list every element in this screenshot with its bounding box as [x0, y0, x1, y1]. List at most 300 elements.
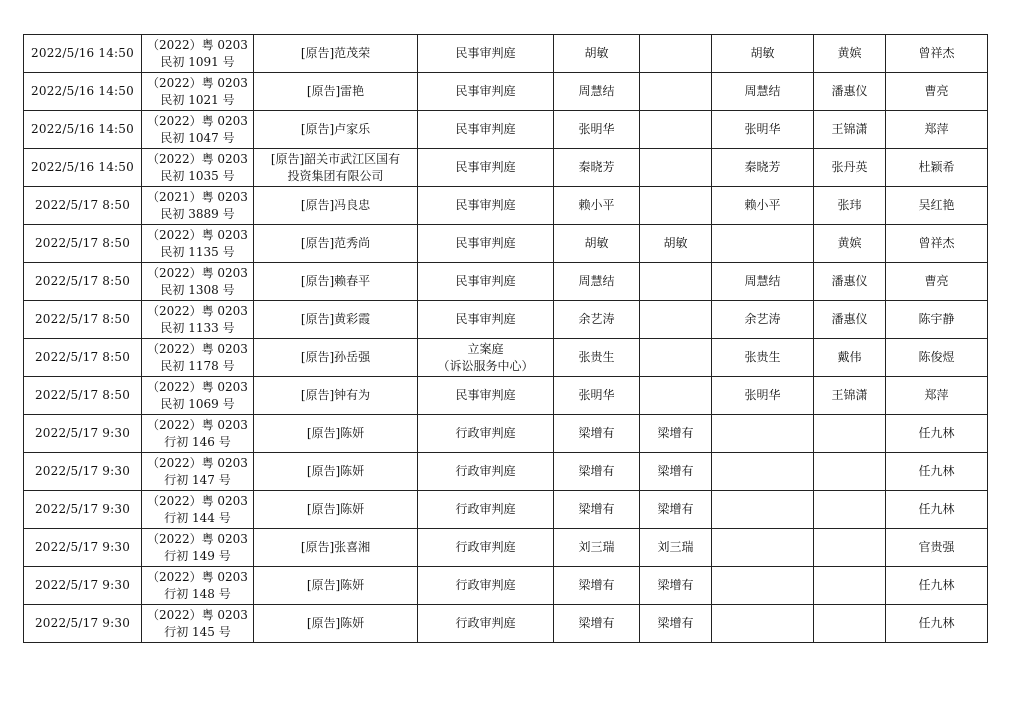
- party-text: [原告]韶关市武江区国有: [270, 151, 401, 166]
- session-time-cell: [24, 339, 142, 377]
- judge-cell: [554, 567, 640, 605]
- presiding-text: 梁增有: [657, 578, 694, 592]
- clerk-cell: [886, 187, 988, 225]
- clerk-cell: [886, 415, 988, 453]
- session-time-cell: [24, 529, 142, 567]
- case-text: 行初 148 号: [164, 586, 231, 601]
- member-text: 胡敏: [750, 46, 775, 60]
- judge-text: 梁增有: [578, 464, 615, 478]
- case-number-cell: [142, 453, 254, 491]
- time-text: 2022/5/17 9:30: [34, 578, 131, 592]
- case-number-cell: [142, 605, 254, 643]
- member-text: 余艺涛: [744, 312, 781, 326]
- judge-cell: [554, 301, 640, 339]
- judge-text: 张明华: [578, 122, 615, 136]
- presiding-judge-cell: [640, 605, 712, 643]
- case-number-cell: [142, 529, 254, 567]
- court-text: 民事审判庭: [455, 46, 516, 60]
- court-text: 民事审判庭: [455, 122, 516, 136]
- table-row: [24, 567, 988, 605]
- assistant-text: 戴伟: [837, 350, 862, 364]
- session-time-cell: [24, 567, 142, 605]
- session-time-cell: [24, 187, 142, 225]
- court-text: 行政审判庭: [455, 426, 516, 440]
- tribunal-cell: [418, 491, 554, 529]
- party-cell: [254, 301, 418, 339]
- table-row: [24, 111, 988, 149]
- clerk-cell: [886, 453, 988, 491]
- clerk-cell: [886, 149, 988, 187]
- presiding-judge-cell: [640, 567, 712, 605]
- hearing-schedule-table: [23, 34, 988, 643]
- case-text: （2022）粤 0203: [147, 341, 248, 356]
- clerk-cell: [886, 567, 988, 605]
- judge-assistant-cell: [814, 149, 886, 187]
- case-number-cell: [142, 225, 254, 263]
- clerk-cell: [886, 73, 988, 111]
- judge-text: 秦晓芳: [578, 160, 615, 174]
- clerk-text: 陈俊煜: [918, 350, 955, 364]
- case-text: （2022）粤 0203: [147, 417, 248, 432]
- clerk-cell: [886, 605, 988, 643]
- court-text: （诉讼服务中心）: [437, 358, 534, 373]
- clerk-text: 郑萍: [924, 388, 949, 402]
- time-text: 2022/5/17 8:50: [34, 388, 131, 402]
- case-text: 民初 1308 号: [160, 282, 235, 297]
- table-row: [24, 263, 988, 301]
- judge-assistant-cell: [814, 225, 886, 263]
- party-text: [原告]范茂荣: [300, 46, 371, 60]
- judge-text: 梁增有: [578, 616, 615, 630]
- session-time-cell: [24, 73, 142, 111]
- session-time-cell: [24, 263, 142, 301]
- party-cell: [254, 567, 418, 605]
- session-time-cell: [24, 225, 142, 263]
- case-number-cell: [142, 187, 254, 225]
- clerk-text: 曹亮: [924, 84, 949, 98]
- panel-member-cell: [712, 301, 814, 339]
- case-text: 行初 146 号: [164, 434, 231, 449]
- case-text: 民初 3889 号: [160, 206, 235, 221]
- judge-text: 赖小平: [578, 198, 615, 212]
- session-time-cell: [24, 605, 142, 643]
- judge-text: 周慧结: [578, 84, 615, 98]
- time-text: 2022/5/17 9:30: [34, 616, 131, 630]
- assistant-text: 张丹英: [831, 160, 868, 174]
- case-text: 民初 1021 号: [160, 92, 235, 107]
- judge-cell: [554, 35, 640, 73]
- party-text: [原告]陈妍: [306, 616, 365, 630]
- case-number-cell: [142, 263, 254, 301]
- member-text: 张明华: [744, 122, 781, 136]
- panel-member-cell: [712, 567, 814, 605]
- party-text: [原告]陈妍: [306, 426, 365, 440]
- presiding-judge-cell: [640, 187, 712, 225]
- judge-assistant-cell: [814, 263, 886, 301]
- presiding-judge-cell: [640, 453, 712, 491]
- case-number-cell: [142, 339, 254, 377]
- case-number-cell: [142, 35, 254, 73]
- presiding-judge-cell: [640, 35, 712, 73]
- time-text: 2022/5/17 8:50: [34, 274, 131, 288]
- panel-member-cell: [712, 339, 814, 377]
- table-row: [24, 377, 988, 415]
- table-row: [24, 301, 988, 339]
- judge-assistant-cell: [814, 453, 886, 491]
- party-text: 投资集团有限公司: [287, 168, 384, 183]
- case-text: （2022）粤 0203: [147, 493, 248, 508]
- court-text: 民事审判庭: [455, 198, 516, 212]
- panel-member-cell: [712, 263, 814, 301]
- tribunal-cell: [418, 567, 554, 605]
- judge-cell: [554, 339, 640, 377]
- judge-cell: [554, 377, 640, 415]
- presiding-judge-cell: [640, 149, 712, 187]
- case-text: 行初 144 号: [164, 510, 231, 525]
- case-text: 民初 1135 号: [160, 244, 235, 259]
- party-cell: [254, 35, 418, 73]
- clerk-text: 陈宇静: [918, 312, 955, 326]
- case-text: 行初 147 号: [164, 472, 231, 487]
- tribunal-cell: [418, 187, 554, 225]
- case-number-cell: [142, 73, 254, 111]
- judge-text: 周慧结: [578, 274, 615, 288]
- case-text: 民初 1133 号: [160, 320, 235, 335]
- table-row: [24, 605, 988, 643]
- court-text: 民事审判庭: [455, 274, 516, 288]
- assistant-text: 张玮: [837, 198, 862, 212]
- case-text: （2022）粤 0203: [147, 151, 248, 166]
- panel-member-cell: [712, 453, 814, 491]
- case-text: 民初 1069 号: [160, 396, 235, 411]
- member-text: 张贵生: [744, 350, 781, 364]
- judge-cell: [554, 415, 640, 453]
- clerk-text: 任九林: [918, 616, 955, 630]
- case-number-cell: [142, 491, 254, 529]
- judge-text: 张贵生: [578, 350, 615, 364]
- case-text: （2022）粤 0203: [147, 531, 248, 546]
- clerk-text: 任九林: [918, 578, 955, 592]
- tribunal-cell: [418, 605, 554, 643]
- case-number-cell: [142, 415, 254, 453]
- table-row: [24, 415, 988, 453]
- party-text: [原告]陈妍: [306, 464, 365, 478]
- party-text: [原告]钟有为: [300, 388, 371, 402]
- tribunal-cell: [418, 35, 554, 73]
- case-text: （2022）粤 0203: [147, 607, 248, 622]
- session-time-cell: [24, 415, 142, 453]
- session-time-cell: [24, 453, 142, 491]
- case-text: 民初 1035 号: [160, 168, 235, 183]
- time-text: 2022/5/16 14:50: [31, 160, 134, 174]
- judge-cell: [554, 149, 640, 187]
- case-number-cell: [142, 149, 254, 187]
- judge-assistant-cell: [814, 187, 886, 225]
- judge-assistant-cell: [814, 111, 886, 149]
- tribunal-cell: [418, 111, 554, 149]
- session-time-cell: [24, 301, 142, 339]
- judge-cell: [554, 453, 640, 491]
- judge-cell: [554, 225, 640, 263]
- judge-cell: [554, 491, 640, 529]
- member-text: 张明华: [744, 388, 781, 402]
- court-text: 行政审判庭: [455, 464, 516, 478]
- judge-text: 胡敏: [584, 46, 609, 60]
- member-text: 周慧结: [744, 84, 781, 98]
- case-text: （2022）粤 0203: [147, 75, 248, 90]
- presiding-text: 胡敏: [663, 236, 688, 250]
- judge-text: 张明华: [578, 388, 615, 402]
- panel-member-cell: [712, 187, 814, 225]
- time-text: 2022/5/16 14:50: [31, 46, 134, 60]
- judge-cell: [554, 263, 640, 301]
- assistant-text: 潘惠仪: [831, 312, 868, 326]
- session-time-cell: [24, 111, 142, 149]
- tribunal-cell: [418, 225, 554, 263]
- case-text: （2022）粤 0203: [147, 569, 248, 584]
- time-text: 2022/5/17 9:30: [34, 426, 131, 440]
- clerk-cell: [886, 491, 988, 529]
- court-text: 行政审判庭: [455, 578, 516, 592]
- clerk-text: 吴红艳: [918, 198, 955, 212]
- judge-assistant-cell: [814, 35, 886, 73]
- party-cell: [254, 339, 418, 377]
- session-time-cell: [24, 35, 142, 73]
- party-text: [原告]赖春平: [300, 274, 371, 288]
- court-text: 民事审判庭: [455, 84, 516, 98]
- table-row: [24, 339, 988, 377]
- case-text: （2021）粤 0203: [147, 189, 248, 204]
- presiding-judge-cell: [640, 73, 712, 111]
- court-text: 行政审判庭: [455, 540, 516, 554]
- panel-member-cell: [712, 377, 814, 415]
- court-text: 立案庭: [467, 341, 504, 356]
- court-text: 民事审判庭: [455, 312, 516, 326]
- presiding-judge-cell: [640, 339, 712, 377]
- clerk-cell: [886, 377, 988, 415]
- clerk-text: 杜颖希: [918, 160, 955, 174]
- table-row: [24, 187, 988, 225]
- party-cell: [254, 263, 418, 301]
- party-cell: [254, 377, 418, 415]
- judge-cell: [554, 187, 640, 225]
- clerk-cell: [886, 529, 988, 567]
- judge-cell: [554, 111, 640, 149]
- case-text: （2022）粤 0203: [147, 37, 248, 52]
- panel-member-cell: [712, 529, 814, 567]
- party-cell: [254, 453, 418, 491]
- session-time-cell: [24, 377, 142, 415]
- tribunal-cell: [418, 339, 554, 377]
- judge-assistant-cell: [814, 301, 886, 339]
- time-text: 2022/5/16 14:50: [31, 122, 134, 136]
- table-row: [24, 491, 988, 529]
- clerk-text: 任九林: [918, 426, 955, 440]
- judge-assistant-cell: [814, 415, 886, 453]
- panel-member-cell: [712, 149, 814, 187]
- clerk-text: 曾祥杰: [918, 46, 955, 60]
- time-text: 2022/5/17 8:50: [34, 312, 131, 326]
- case-text: 行初 149 号: [164, 548, 231, 563]
- party-cell: [254, 187, 418, 225]
- presiding-judge-cell: [640, 529, 712, 567]
- judge-assistant-cell: [814, 605, 886, 643]
- presiding-text: 梁增有: [657, 502, 694, 516]
- court-text: 行政审判庭: [455, 502, 516, 516]
- party-text: [原告]孙岳强: [300, 350, 371, 364]
- judge-assistant-cell: [814, 491, 886, 529]
- panel-member-cell: [712, 35, 814, 73]
- table-row: [24, 149, 988, 187]
- case-text: 行初 145 号: [164, 624, 231, 639]
- party-cell: [254, 149, 418, 187]
- party-cell: [254, 73, 418, 111]
- judge-text: 梁增有: [578, 578, 615, 592]
- presiding-text: 梁增有: [657, 616, 694, 630]
- party-text: [原告]黄彩霞: [300, 312, 371, 326]
- party-text: [原告]雷艳: [306, 84, 365, 98]
- case-text: 民初 1178 号: [160, 358, 235, 373]
- table-row: [24, 225, 988, 263]
- member-text: 赖小平: [744, 198, 781, 212]
- case-text: （2022）粤 0203: [147, 265, 248, 280]
- case-text: （2022）粤 0203: [147, 227, 248, 242]
- case-number-cell: [142, 377, 254, 415]
- party-text: [原告]陈妍: [306, 578, 365, 592]
- panel-member-cell: [712, 605, 814, 643]
- time-text: 2022/5/17 9:30: [34, 502, 131, 516]
- court-text: 民事审判庭: [455, 236, 516, 250]
- panel-member-cell: [712, 111, 814, 149]
- case-text: （2022）粤 0203: [147, 113, 248, 128]
- case-number-cell: [142, 111, 254, 149]
- judge-text: 刘三瑞: [578, 540, 615, 554]
- panel-member-cell: [712, 225, 814, 263]
- presiding-judge-cell: [640, 301, 712, 339]
- clerk-cell: [886, 111, 988, 149]
- tribunal-cell: [418, 529, 554, 567]
- party-text: [原告]卢家乐: [300, 122, 371, 136]
- tribunal-cell: [418, 73, 554, 111]
- panel-member-cell: [712, 491, 814, 529]
- judge-assistant-cell: [814, 567, 886, 605]
- time-text: 2022/5/16 14:50: [31, 84, 134, 98]
- case-text: （2022）粤 0203: [147, 303, 248, 318]
- table-row: [24, 35, 988, 73]
- judge-assistant-cell: [814, 529, 886, 567]
- presiding-text: 梁增有: [657, 464, 694, 478]
- clerk-cell: [886, 339, 988, 377]
- assistant-text: 潘惠仪: [831, 84, 868, 98]
- tribunal-cell: [418, 415, 554, 453]
- tribunal-cell: [418, 377, 554, 415]
- clerk-text: 曹亮: [924, 274, 949, 288]
- party-text: [原告]范秀尚: [300, 236, 371, 250]
- presiding-judge-cell: [640, 415, 712, 453]
- table-row: [24, 529, 988, 567]
- court-text: 民事审判庭: [455, 160, 516, 174]
- presiding-judge-cell: [640, 491, 712, 529]
- court-text: 民事审判庭: [455, 388, 516, 402]
- presiding-text: 梁增有: [657, 426, 694, 440]
- panel-member-cell: [712, 415, 814, 453]
- party-cell: [254, 111, 418, 149]
- tribunal-cell: [418, 453, 554, 491]
- session-time-cell: [24, 491, 142, 529]
- clerk-text: 郑萍: [924, 122, 949, 136]
- case-text: 民初 1091 号: [160, 54, 235, 69]
- time-text: 2022/5/17 9:30: [34, 540, 131, 554]
- table-body: [24, 35, 988, 643]
- case-number-cell: [142, 301, 254, 339]
- case-number-cell: [142, 567, 254, 605]
- assistant-text: 黄嫔: [837, 236, 862, 250]
- presiding-judge-cell: [640, 263, 712, 301]
- member-text: 秦晓芳: [744, 160, 781, 174]
- presiding-judge-cell: [640, 111, 712, 149]
- clerk-text: 曾祥杰: [918, 236, 955, 250]
- clerk-cell: [886, 35, 988, 73]
- party-cell: [254, 415, 418, 453]
- member-text: 周慧结: [744, 274, 781, 288]
- case-text: （2022）粤 0203: [147, 379, 248, 394]
- party-cell: [254, 529, 418, 567]
- judge-text: 余艺涛: [578, 312, 615, 326]
- clerk-cell: [886, 225, 988, 263]
- judge-cell: [554, 529, 640, 567]
- time-text: 2022/5/17 8:50: [34, 198, 131, 212]
- table-row: [24, 73, 988, 111]
- party-cell: [254, 491, 418, 529]
- party-cell: [254, 605, 418, 643]
- assistant-text: 潘惠仪: [831, 274, 868, 288]
- case-text: （2022）粤 0203: [147, 455, 248, 470]
- judge-assistant-cell: [814, 377, 886, 415]
- tribunal-cell: [418, 301, 554, 339]
- clerk-cell: [886, 263, 988, 301]
- party-cell: [254, 225, 418, 263]
- judge-assistant-cell: [814, 339, 886, 377]
- case-text: 民初 1047 号: [160, 130, 235, 145]
- table-row: [24, 453, 988, 491]
- judge-assistant-cell: [814, 73, 886, 111]
- assistant-text: 王锦潇: [831, 388, 868, 402]
- time-text: 2022/5/17 8:50: [34, 350, 131, 364]
- judge-cell: [554, 605, 640, 643]
- clerk-text: 任九林: [918, 464, 955, 478]
- court-text: 行政审判庭: [455, 616, 516, 630]
- presiding-judge-cell: [640, 225, 712, 263]
- time-text: 2022/5/17 8:50: [34, 236, 131, 250]
- tribunal-cell: [418, 149, 554, 187]
- party-text: [原告]张喜湘: [300, 540, 371, 554]
- clerk-text: 任九林: [918, 502, 955, 516]
- party-text: [原告]陈妍: [306, 502, 365, 516]
- tribunal-cell: [418, 263, 554, 301]
- party-text: [原告]冯良忠: [300, 198, 371, 212]
- judge-cell: [554, 73, 640, 111]
- session-time-cell: [24, 149, 142, 187]
- clerk-cell: [886, 301, 988, 339]
- assistant-text: 王锦潇: [831, 122, 868, 136]
- clerk-text: 官贵强: [918, 540, 955, 554]
- judge-text: 梁增有: [578, 426, 615, 440]
- presiding-judge-cell: [640, 377, 712, 415]
- panel-member-cell: [712, 73, 814, 111]
- judge-text: 梁增有: [578, 502, 615, 516]
- time-text: 2022/5/17 9:30: [34, 464, 131, 478]
- judge-text: 胡敏: [584, 236, 609, 250]
